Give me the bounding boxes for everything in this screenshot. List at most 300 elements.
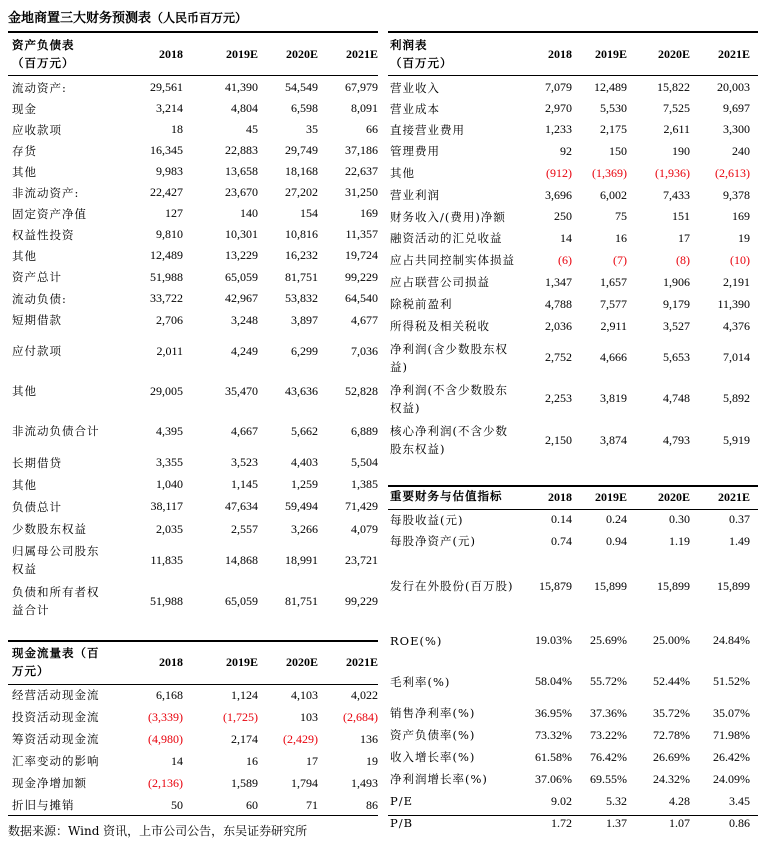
row-value: 0.14 [551,512,572,526]
row-value: 16 [246,753,258,768]
row-value: 6,598 [291,101,318,115]
row-value: 1,145 [231,477,258,491]
row-value: 60 [246,797,258,812]
row-value: 99,229 [345,593,378,608]
row-value: 58.04% [535,674,572,688]
row-label: 营业成本 [390,101,440,116]
year-header: 2018 [548,46,572,61]
row-label: P/B [390,816,414,830]
title-unit: （人民币百万元） [151,11,248,25]
cashflow-header-rule [8,684,378,685]
row-value: 2,035 [156,521,183,536]
row-value: 1.49 [729,533,750,548]
row-value: 51,988 [150,593,183,608]
row-value: 15,899 [657,578,690,593]
row-label: 净利润增长率(%) [390,772,488,786]
row-value: 154 [300,206,318,220]
row-label: 发行在外股份(百万股) [390,579,514,593]
row-value: 37.06% [535,771,572,786]
row-value: 4.28 [669,793,690,808]
row-label: 直接营业费用 [390,122,465,137]
row-label: 应付款项 [12,344,62,358]
row-value: (2,684) [343,709,378,724]
year-header: 2019E [225,654,258,669]
row-value: 5,653 [663,350,690,364]
row-value: 17 [678,230,690,245]
row-value: 31,250 [345,185,378,199]
row-value: 23,721 [345,552,378,567]
year-header: 2018 [159,46,183,61]
balance-header-label: （百万元） [12,56,75,70]
row-value: 6,168 [156,687,183,702]
row-label: 权益性投资 [12,227,75,242]
year-header: 2020E [285,46,318,61]
row-value: 4,788 [545,296,572,311]
year-header: 2020E [657,46,690,61]
row-value: 127 [165,206,183,220]
row-value: 4,677 [351,312,378,327]
row-value: 0.86 [729,815,750,830]
row-value: 9,378 [723,187,750,202]
row-label: ROE(%) [390,633,443,648]
row-label: 净利润(含少数股东权 [390,341,508,356]
row-value: 12,489 [594,80,627,94]
row-label: 非流动资产: [12,185,80,200]
row-value: 2,970 [545,101,572,115]
row-label: 除税前盈利 [390,297,453,311]
row-value: 3,874 [600,432,627,447]
row-value: 16,345 [150,143,183,157]
row-value: (7) [613,252,627,267]
row-value: 71,429 [345,499,378,513]
row-value: 26.42% [713,749,750,764]
row-value: 73.22% [590,727,627,742]
row-value: 72.78% [653,727,690,742]
row-value: 1,794 [291,775,318,790]
row-value: 67,979 [345,80,378,94]
row-label: 益) [390,359,408,374]
row-value: 11,390 [717,296,750,311]
row-value: 0.94 [606,533,627,548]
row-value: 4,666 [600,350,627,364]
row-value: 29,005 [150,383,183,398]
indicators-header-label: 重要财务与估值指标 [390,489,503,503]
row-value: 17 [306,753,318,768]
row-value: 27,202 [285,185,318,199]
row-label: 折旧与摊销 [12,798,75,812]
row-value: 61.58% [535,749,572,764]
row-value: 26.69% [653,749,690,764]
year-header: 2020E [657,489,690,504]
row-value: 1,233 [545,122,572,136]
row-value: 35.07% [713,705,750,720]
row-value: 16 [615,230,627,245]
row-value: 10,301 [225,227,258,241]
row-value: 2,174 [231,731,258,746]
row-value: 5,662 [291,423,318,438]
row-value: 75 [615,209,627,223]
row-label: 固定资产净值 [12,206,87,221]
row-value: 24.09% [713,771,750,786]
year-header: 2018 [159,654,183,669]
row-value: 9,179 [663,296,690,311]
row-label: 汇率变动的影响 [12,754,100,768]
row-value: 10,816 [285,227,318,241]
row-label: 营业收入 [390,80,440,95]
row-value: 50 [171,797,183,812]
row-label: 筹资活动现金流 [12,732,100,746]
row-value: (10) [730,252,750,267]
row-value: 1,906 [663,274,690,289]
row-value: 69.55% [590,771,627,786]
row-value: 15,822 [657,80,690,94]
row-value: 22,637 [345,164,378,178]
row-value: (912) [546,165,572,180]
row-label: 负债和所有者权 [12,585,100,599]
row-label: 权益) [390,400,421,415]
row-label: 每股净资产(元) [390,534,476,548]
row-value: 3,266 [291,521,318,536]
year-header: 2020E [285,654,318,669]
row-value: 4,667 [231,423,258,438]
row-value: 2,150 [545,432,572,447]
row-value: 169 [360,206,378,220]
row-value: 1,040 [156,477,183,491]
row-value: 45 [246,122,258,136]
row-value: 66 [366,122,378,136]
row-value: 250 [554,209,572,223]
row-value: 81,751 [285,269,318,284]
row-value: 5,892 [723,391,750,405]
row-value: 4,376 [723,318,750,333]
row-value: 92 [560,143,572,158]
row-value: 6,889 [351,423,378,438]
row-value: 5,504 [351,455,378,469]
row-value: 3,897 [291,312,318,327]
row-label: 短期借款 [12,313,62,327]
row-value: 1,259 [291,477,318,491]
row-value: 1,493 [351,775,378,790]
row-value: (1,369) [592,165,627,180]
row-value: 71 [306,797,318,812]
row-label: 其他 [12,164,37,179]
row-label: P/E [390,794,414,808]
year-header: 2021E [345,46,378,61]
row-value: 3,355 [156,455,183,469]
row-value: 65,059 [225,593,258,608]
row-label: 其他 [12,477,37,492]
row-value: 5,919 [723,432,750,447]
row-value: 11,835 [150,552,183,567]
row-label: 权益 [12,562,37,576]
row-label: 非流动负债合计 [12,424,100,438]
row-value: 7,036 [351,343,378,358]
row-label: 应收款项 [12,122,62,137]
row-value: 6,299 [291,343,318,358]
row-value: 22,427 [150,185,183,199]
row-value: 136 [360,731,378,746]
row-value: 9,697 [723,101,750,115]
row-label: 每股收益(元) [390,512,464,527]
row-value: 2,611 [663,122,690,136]
row-label: 所得税及相关税收 [390,319,490,333]
row-value: (8) [676,252,690,267]
row-value: 71.98% [713,727,750,742]
row-value: 7,525 [663,101,690,115]
row-label: 毛利率(%) [390,674,451,689]
row-label: 归属母公司股东 [12,544,100,558]
row-value: 19.03% [535,633,572,647]
year-header: 2019E [594,46,627,61]
row-value: 0.37 [729,512,750,526]
row-value: 52.44% [653,674,690,688]
row-value: 2,752 [545,350,572,364]
year-header: 2021E [717,46,750,61]
row-value: 42,967 [225,291,258,305]
row-value: 7,433 [663,187,690,202]
balance-header-label: 资产负债表 [12,38,75,52]
row-value: 22,883 [225,143,258,157]
row-value: 52,828 [345,383,378,398]
row-value: 15,899 [717,578,750,593]
row-value: 190 [672,143,690,158]
row-value: 4,804 [231,101,258,115]
row-label: 净利润(不含少数股东 [390,382,508,397]
row-value: 37,186 [345,143,378,157]
row-value: 9.02 [551,793,572,808]
row-value: 19 [366,753,378,768]
row-value: 7,577 [600,296,627,311]
row-value: 13,229 [225,248,258,262]
row-value: 51.52% [713,674,750,688]
row-value: 35 [306,122,318,136]
row-label: 核心净利润(不含少数 [390,424,508,438]
row-value: 2,253 [545,391,572,405]
row-value: 1,657 [600,274,627,289]
row-value: 0.74 [551,533,572,548]
row-value: 1.72 [551,815,572,830]
row-value: 4,103 [291,687,318,702]
row-value: 2,011 [156,343,183,358]
row-value: 3,300 [723,122,750,136]
row-value: 3,214 [156,101,183,115]
row-value: 29,749 [285,143,318,157]
row-value: 4,249 [231,343,258,358]
row-value: 73.32% [535,727,572,742]
row-value: 51,988 [150,269,183,284]
row-value: 25.00% [653,633,690,647]
row-value: 14,868 [225,552,258,567]
row-value: 33,722 [150,291,183,305]
row-value: 7,079 [545,80,572,94]
row-value: 3,527 [663,318,690,333]
row-value: 19,724 [345,248,378,262]
row-value: 6,002 [600,187,627,202]
row-value: 15,879 [539,578,572,593]
cashflow-header-label: 万元） [12,664,50,678]
row-label: 资产总计 [12,270,62,284]
row-label: 管理费用 [390,144,440,158]
row-value: 15,899 [594,578,627,593]
income-header-label: 利润表 [390,38,428,52]
row-value: 53,832 [285,291,318,305]
balance-header-rule [8,75,378,76]
row-label: 现金净增加额 [12,776,87,790]
title-text: 金地商置三大财务预测表 [8,11,152,26]
year-header: 2018 [548,489,572,504]
row-label: 资产负债率(%) [390,728,476,742]
row-value: 86 [366,797,378,812]
row-value: 5.32 [606,793,627,808]
row-label: 负债总计 [12,499,62,514]
row-value: 3,248 [231,312,258,327]
cashflow-top-rule [8,640,378,642]
row-value: 38,117 [150,499,183,513]
row-value: 11,357 [345,227,378,241]
row-label: 股东权益) [390,442,446,456]
income-top-rule [388,31,758,33]
row-value: 3.45 [729,793,750,808]
row-label: 收入增长率(%) [390,750,476,764]
report-title [8,6,757,30]
row-label: 营业利润 [390,188,440,202]
row-value: 20,003 [717,80,750,94]
row-label: 应占共同控制实体损益 [390,253,515,267]
row-value: 4,079 [351,521,378,536]
row-value: 16,232 [285,248,318,262]
row-value: 4,022 [351,687,378,702]
data-source: 数据来源：Wind 资讯，上市公司公告，东吴证券研究所 [8,824,308,838]
row-value: 4,395 [156,423,183,438]
row-value: 25.69% [590,633,627,647]
row-value: 35.72% [653,705,690,720]
row-label: 长期借贷 [12,455,62,470]
row-value: 9,810 [156,227,183,241]
year-header: 2021E [345,654,378,669]
row-value: 3,696 [545,187,572,202]
income-header-rule [388,75,758,76]
row-value: 2,175 [600,122,627,136]
row-label: 投资活动现金流 [12,710,100,724]
income-header-label: （百万元） [390,56,453,70]
row-label: 益合计 [12,603,50,617]
row-value: (4,980) [148,731,183,746]
cashflow-header-label: 现金流量表（百 [12,646,100,660]
row-value: 18,991 [285,552,318,567]
row-value: 140 [240,206,258,220]
balance-top-rule [8,31,378,33]
row-value: 2,557 [231,521,258,536]
row-value: 24.84% [713,633,750,647]
row-value: 24.32% [653,771,690,786]
row-value: 76.42% [590,749,627,764]
row-label: 融资活动的汇兑收益 [390,231,503,245]
row-label: 现金 [12,101,37,116]
row-value: 47,634 [225,499,258,513]
row-label: 经营活动现金流 [12,688,100,702]
row-value: 14 [560,230,572,245]
row-value: 103 [300,709,318,724]
row-value: 0.30 [669,512,690,526]
row-value: 23,670 [225,185,258,199]
row-value: 3,523 [231,455,258,469]
row-label: 流动负债: [12,291,67,306]
row-value: 19 [738,230,750,245]
row-value: 12,489 [150,248,183,262]
row-value: 1,589 [231,775,258,790]
row-value: 0.24 [606,512,627,526]
cashflow-bottom-rule [8,815,378,816]
row-value: 2,036 [545,318,572,333]
row-label: 流动资产: [12,80,67,95]
row-value: 2,911 [600,318,627,333]
row-value: 81,751 [285,593,318,608]
row-value: 2,706 [156,312,183,327]
row-value: 41,390 [225,80,258,94]
row-value: 1,124 [231,687,258,702]
row-value: 64,540 [345,291,378,305]
row-value: 35,470 [225,383,258,398]
row-label: 存货 [12,143,37,158]
row-value: 59,494 [285,499,318,513]
row-value: 150 [609,143,627,158]
row-value: 14 [171,753,183,768]
row-value: 1,385 [351,477,378,491]
row-value: 13,658 [225,164,258,178]
row-label: 其他 [12,248,37,263]
row-value: (3,339) [148,709,183,724]
row-value: 1.07 [669,815,690,830]
row-value: 1,347 [545,274,572,289]
row-value: 4,793 [663,432,690,447]
row-value: 1.37 [606,815,627,830]
indicators-bottom-rule [388,815,758,816]
row-value: 4,403 [291,455,318,469]
year-header: 2019E [594,489,627,504]
row-label: 其他 [12,384,37,398]
row-value: 3,819 [600,391,627,405]
row-value: 4,748 [663,391,690,405]
row-value: 240 [732,143,750,158]
row-label: 财务收入/(费用)净额 [390,209,506,224]
row-value: 8,091 [351,101,378,115]
row-value: 37.36% [590,705,627,720]
row-value: (2,429) [283,731,318,746]
row-value: 151 [672,209,690,223]
row-value: 55.72% [590,674,627,688]
row-value: 36.95% [535,705,572,720]
row-label: 其他 [390,166,415,180]
row-value: 2,191 [723,274,750,289]
row-label: 少数股东权益 [12,522,87,536]
row-value: 169 [732,209,750,223]
row-value: 7,014 [723,350,750,364]
row-value: 18 [171,122,183,136]
row-value: 99,229 [345,269,378,284]
row-value: (6) [558,252,572,267]
row-value: 54,549 [285,80,318,94]
row-value: 43,636 [285,383,318,398]
row-value: (1,725) [223,709,258,724]
row-label: 销售净利率(%) [390,706,476,720]
year-header: 2019E [225,46,258,61]
year-header: 2021E [717,489,750,504]
row-value: (2,136) [148,775,183,790]
row-value: 65,059 [225,269,258,284]
row-value: (1,936) [655,165,690,180]
row-value: (2,613) [715,165,750,180]
row-label: 应占联营公司损益 [390,275,490,289]
